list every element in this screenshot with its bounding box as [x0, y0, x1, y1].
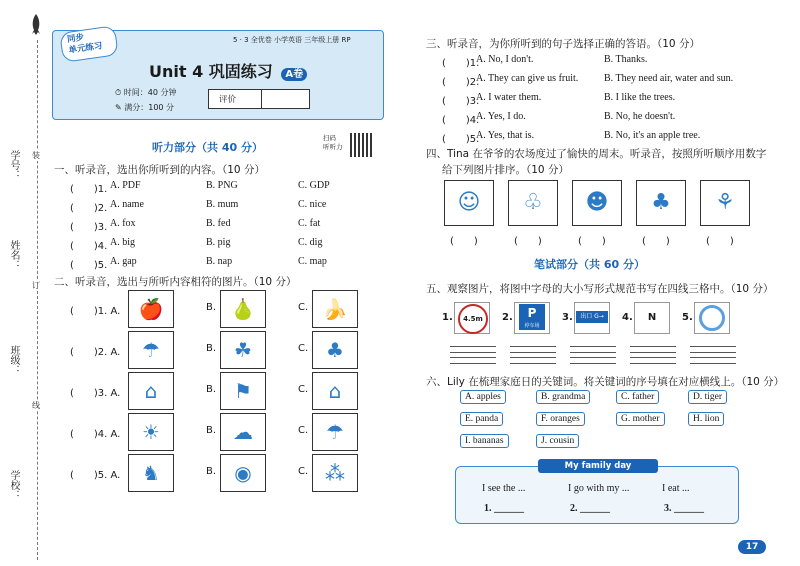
order-blank[interactable]: ( ) [450, 236, 478, 247]
answer-blank[interactable]: ( )4. A. [70, 429, 121, 440]
rain-icon: ☂ [326, 420, 344, 444]
option-c[interactable]: C. nice [298, 199, 327, 210]
page-title: Unit 4 巩固练习 A卷 [149, 59, 307, 82]
answer-blank[interactable]: ( )4. [70, 241, 108, 252]
parking-icon: P 停车场 [519, 304, 545, 330]
keyword-card[interactable]: G. mother [616, 412, 665, 426]
answer-blank[interactable]: ( )1. [442, 58, 480, 69]
boy-picking-fruit-icon: ♣ [326, 338, 344, 362]
answer-blank[interactable]: ( )3. [70, 222, 108, 233]
sign-picture-2 [514, 302, 550, 334]
answer-blank[interactable]: ( )5. A. [70, 470, 121, 481]
height-limit-icon: 4.5m [458, 304, 488, 334]
answer-blank[interactable]: ( )2. [70, 203, 108, 214]
house-icon: ⌂ [328, 379, 342, 403]
answer-blank[interactable]: ( )3. A. [70, 388, 121, 399]
option-b[interactable]: B. Thanks. [604, 54, 648, 65]
grapes-icon: ⁂ [325, 461, 345, 485]
prompt-blank[interactable]: 2. ______ [570, 503, 610, 514]
sign-picture-4 [634, 302, 670, 334]
grade-label: 评价 [219, 95, 237, 105]
unit-badge: A卷 [281, 68, 307, 81]
planting-tree-picture[interactable] [700, 180, 750, 226]
family-picnic-icon: ☻ [585, 190, 609, 215]
item-number: 1. [442, 312, 453, 323]
option-c[interactable]: C. map [298, 256, 327, 267]
section-4-title-line2: 给下列图片排序。（10 分） [442, 164, 569, 176]
answer-blank[interactable]: ( )2. [442, 77, 480, 88]
order-blank[interactable]: ( ) [706, 236, 734, 247]
series-title: 同步 单元练习 [66, 32, 104, 56]
keyword-card[interactable]: J. cousin [536, 434, 579, 448]
book-line: 5 · 3 全优卷 小学英语 三年级上册 RP [233, 36, 351, 44]
giraffe-picture[interactable] [128, 454, 174, 492]
option-b-label: B. [206, 302, 217, 313]
zoo-giraffe-picture[interactable] [220, 372, 266, 410]
clock-icon: ⏱ [115, 88, 122, 97]
option-b[interactable]: B. PNG [206, 180, 238, 191]
school-field[interactable]: 学校： [8, 470, 19, 500]
section-1-title: 一、听录音，选出你所听到的内容。（10 分） [54, 164, 265, 176]
keyword-card[interactable]: H. lion [688, 412, 724, 426]
cloud-icon: ☁ [233, 420, 253, 444]
option-b[interactable]: B. mum [206, 199, 239, 210]
sign-picture-1 [454, 302, 490, 334]
section-4-title-line1: 四、Tina 在爷爷的农场度过了愉快的周末。听录音，按照所听顺序用数字 [426, 148, 767, 160]
binding-margin [0, 0, 50, 566]
house-picture[interactable] [312, 372, 358, 410]
item-number: 3. [562, 312, 573, 323]
cut-label: 装 [32, 151, 40, 160]
girl-watering-tree-picture[interactable] [508, 180, 558, 226]
option-a[interactable]: A. I water them. [476, 92, 542, 103]
qr-code[interactable] [350, 133, 374, 157]
rain-picture[interactable] [312, 413, 358, 451]
four-line-grid[interactable] [570, 346, 616, 364]
option-c-label: C. [298, 425, 309, 436]
option-b[interactable]: B. No, he doesn't. [604, 111, 676, 122]
keyword-card[interactable]: C. father [616, 390, 659, 404]
qr-label: 扫码 听听力 [323, 134, 343, 151]
exit-sign-icon: 出口 G→ [576, 311, 608, 323]
option-a[interactable]: A. big [110, 237, 135, 248]
fruit-trees-icon: ♣ [651, 190, 671, 215]
sun-picture[interactable] [128, 413, 174, 451]
option-b[interactable]: B. fed [206, 218, 231, 229]
section-6-title: 六、Lily 在梳理家庭日的关键词。将关键词的序号填在对应横线上。（10 分） [426, 376, 785, 388]
boy-watering-plant-icon: ☂ [142, 338, 160, 362]
girl-with-fruit-picture[interactable] [444, 180, 494, 226]
order-blank[interactable]: ( ) [514, 236, 542, 247]
keyword-card[interactable]: F. oranges [536, 412, 585, 426]
question-row [70, 218, 370, 234]
item-number: 2. [502, 312, 513, 323]
score-icon: ✎ [115, 103, 122, 112]
family-day-panel [455, 461, 739, 524]
prompt-text: I see the ... [482, 483, 526, 494]
answer-blank[interactable]: ( )1. A. [70, 306, 121, 317]
option-b-label: B. [206, 384, 217, 395]
answer-blank[interactable]: ( )3. [442, 96, 480, 107]
donut-icon [699, 305, 725, 331]
item-number: 4. [622, 312, 633, 323]
answer-blank[interactable]: ( )1. [70, 184, 108, 195]
option-c[interactable]: C. dig [298, 237, 323, 248]
fruit-trees-picture[interactable] [636, 180, 686, 226]
cut-label: 订 [32, 281, 40, 290]
cloud-picture[interactable] [220, 413, 266, 451]
four-line-grid[interactable] [450, 346, 496, 364]
zoo-giraffe-icon: ⚑ [234, 379, 252, 403]
apples-icon: 🍎 [138, 297, 164, 321]
sun-icon: ☀ [142, 420, 160, 444]
boy-picking-fruit-picture[interactable] [312, 331, 358, 369]
option-b[interactable]: B. They need air, water and sun. [604, 73, 734, 84]
keyword-card[interactable]: A. apples [460, 390, 506, 404]
girl-with-fruit-icon: ☺ [457, 190, 481, 215]
sign-picture-3 [574, 302, 610, 334]
answer-blank[interactable]: ( )5. [442, 134, 480, 145]
four-line-grid[interactable] [510, 346, 556, 364]
option-a[interactable]: A. Yes, I do. [476, 111, 526, 122]
compass-icon: N [647, 312, 657, 323]
option-b-label: B. [206, 343, 217, 354]
name-field[interactable]: 姓名： [8, 240, 19, 270]
option-b-label: B. [206, 425, 217, 436]
sign-picture-5 [694, 302, 730, 334]
option-a[interactable]: A. They can give us fruit. [476, 73, 579, 84]
item-number: 5. [682, 312, 693, 323]
boy-watering-tree-icon: ☘ [234, 338, 252, 362]
farm-picture[interactable] [128, 372, 174, 410]
time-info: ⏱ 时间：40 分钟 [115, 88, 177, 97]
prompt-text: I go with my ... [568, 483, 630, 494]
prompt-text: I eat ... [662, 483, 690, 494]
question-row [70, 180, 370, 196]
class-field[interactable]: 班级： [8, 345, 19, 375]
option-a[interactable]: A. No, I don't. [476, 54, 534, 65]
question-row [70, 237, 370, 253]
bananas-icon: 🍌 [322, 297, 348, 321]
family-picnic-picture[interactable] [572, 180, 622, 226]
option-a[interactable]: A. Yes, that is. [476, 130, 535, 141]
section-5-title: 五、观察图片，将图中字母的大小写形式规范书写在四线三格中。（10 分） [426, 283, 774, 295]
option-a[interactable]: A. name [110, 199, 144, 210]
panda-icon: ◉ [234, 461, 252, 485]
option-b-label: B. [206, 466, 217, 477]
option-c[interactable]: C. GDP [298, 180, 330, 191]
option-a[interactable]: A. fox [110, 218, 136, 229]
question-row [70, 199, 370, 215]
option-c[interactable]: C. fat [298, 218, 321, 229]
option-a[interactable]: A. PDF [110, 180, 141, 191]
option-b[interactable]: B. pig [206, 237, 231, 248]
page-header [52, 30, 384, 120]
keyword-card[interactable]: I. bananas [460, 434, 509, 448]
prompt-blank[interactable]: 3. ______ [664, 503, 704, 514]
four-line-grid[interactable] [690, 346, 736, 364]
option-a[interactable]: A. gap [110, 256, 137, 267]
answer-blank[interactable]: ( )2. A. [70, 347, 121, 358]
keyword-card[interactable]: D. tiger [688, 390, 727, 404]
section-2-title: 二、听录音，选出与所听内容相符的图片。（10 分） [54, 276, 297, 288]
question-row [70, 256, 370, 272]
boy-watering-plant-picture[interactable] [128, 331, 174, 369]
listening-section-title: 听力部分（共 40 分） [152, 141, 263, 154]
option-b[interactable]: B. No, it's an apple tree. [604, 130, 701, 141]
prompt-blank[interactable]: 1. ______ [484, 503, 524, 514]
bananas-picture[interactable] [312, 290, 358, 328]
option-c-label: C. [298, 343, 309, 354]
option-b[interactable]: B. nap [206, 256, 233, 267]
option-c-label: C. [298, 466, 309, 477]
panda-picture[interactable] [220, 454, 266, 492]
giraffe-icon: ♞ [142, 461, 160, 485]
page-number: 17 [738, 540, 766, 554]
boy-watering-tree-picture[interactable] [220, 331, 266, 369]
score-info: ✎ 满分：100 分 [115, 103, 175, 112]
option-c-label: C. [298, 384, 309, 395]
farm-icon: ⌂ [144, 379, 158, 403]
keyword-card[interactable]: B. grandma [536, 390, 590, 404]
planting-tree-icon: ⚘ [715, 190, 735, 215]
family-day-banner: My family day [538, 459, 658, 473]
series-badge [59, 25, 119, 63]
section-3-title: 三、听录音，为你所听到的句子选择正确的答语。（10 分） [426, 38, 700, 50]
pears-picture[interactable] [220, 290, 266, 328]
answer-blank[interactable]: ( )5. [70, 260, 108, 271]
grade-box[interactable] [208, 89, 310, 109]
girl-watering-tree-icon: ♧ [523, 190, 543, 215]
option-c-label: C. [298, 302, 309, 313]
writing-section-title: 笔试部分（共 60 分） [534, 258, 645, 271]
cut-label: 线 [32, 401, 40, 410]
order-blank[interactable]: ( ) [642, 236, 670, 247]
grapes-picture[interactable] [312, 454, 358, 492]
option-b[interactable]: B. I like the trees. [604, 92, 676, 103]
order-blank[interactable]: ( ) [578, 236, 606, 247]
rocket-icon [30, 14, 42, 36]
student-id-field[interactable]: 学号： [8, 150, 19, 180]
four-line-grid[interactable] [630, 346, 676, 364]
pears-icon: 🍐 [230, 297, 256, 321]
keyword-card[interactable]: E. panda [460, 412, 503, 426]
apples-picture[interactable] [128, 290, 174, 328]
answer-blank[interactable]: ( )4. [442, 115, 480, 126]
